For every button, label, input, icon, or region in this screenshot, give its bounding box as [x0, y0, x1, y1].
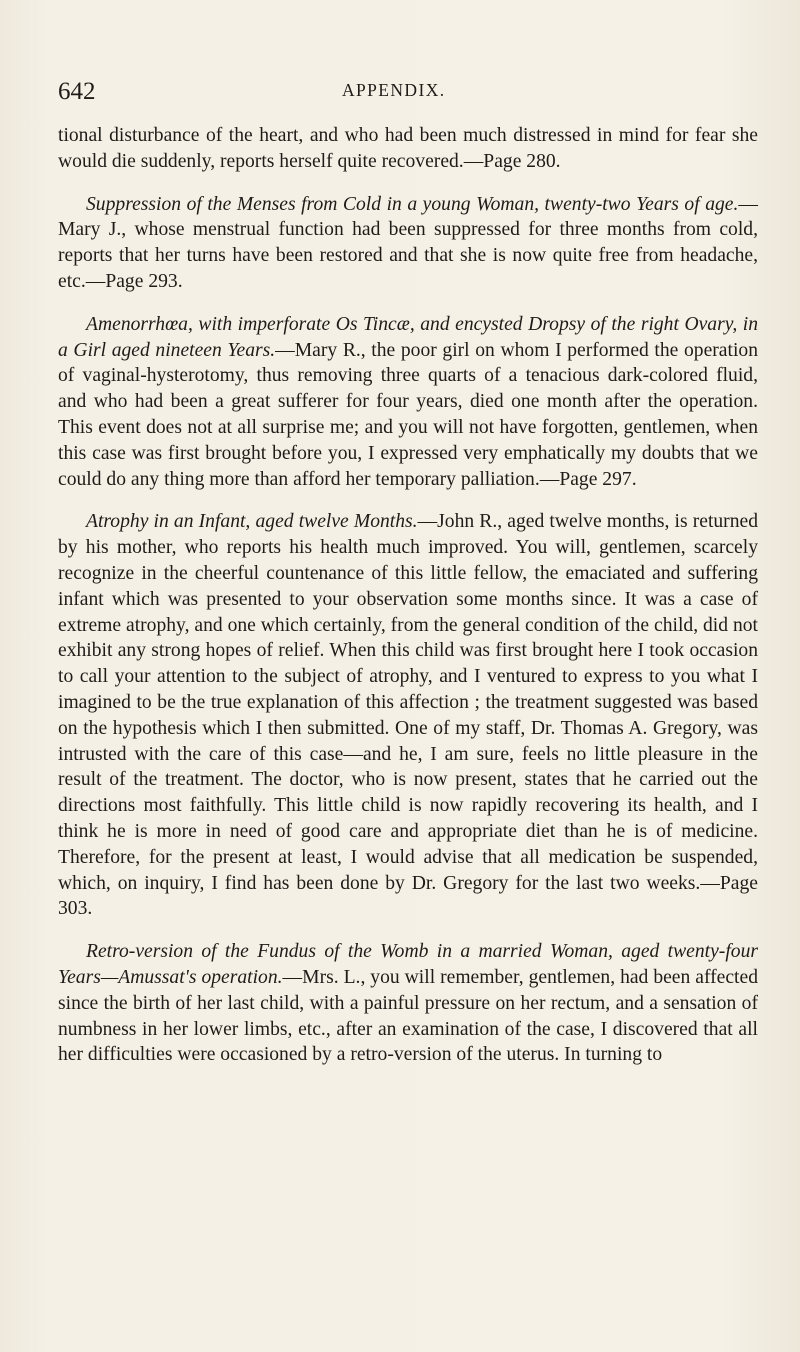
- paragraph-suppression-of-menses: [58, 192, 758, 295]
- page-body: [58, 123, 758, 1068]
- case-title: Suppression of the Menses from Cold in a young Woman, twenty-two Years of age.: [86, 193, 739, 215]
- paragraph-text: —Mrs. L., you will remember, gentlemen, had been affected since the birth of her last child, with a painful pressure on her rectum, and a sensation of numbness in her lower limbs, etc., after an examination of the case, I discovered that all her difficulties were occasioned by a retro-version of the uterus. In turning to: [58, 966, 758, 1066]
- paragraph-text: —John R., aged twelve months, is returned by his mother, who reports his health much improved. You will, gentlemen, scarcely recognize in the cheerful countenance of this little fellow, the emaciated and suffering infant which was presented to your observation some months since. It was a case of extreme atrophy, and one which certainly, from the general condition of the child, did not exhibit any strong hopes of relief. When this child was first brought here I took occasion to call your attention to the subject of atrophy, and I ventured to express to you what I imagined to be the true explanation of this affection ; the treatment suggested was based on the hypothesis which I then submitted. One of my staff, Dr. Thomas A. Gregory, was intrusted with the care of this case—and he, I am sure, feels no little pleasure in the result of the treatment. The doctor, who is now present, states that he carried out the directions most faithfully. This little child is now rapidly recovering its health, and I think he is more in need of good care and appropriate diet than he is of medicine. Therefore, for the present at least, I would advise that all medication be suspended, which, on inquiry, I find has been done by Dr. Gregory for the last two weeks.—Page 303.: [58, 511, 759, 920]
- paragraph-text: —Mary R., the poor girl on whom I performed the operation of vaginal-hysterotomy, thus removing three quarts of a tenacious dark-colored fluid, and who had been a great sufferer for four years, died one month after the operation. This event does not at all surprise me; and you will not have forgotten, gentlemen, when this case was first brought before you, I expressed very emphatically my doubts that we could do any thing more than afford her temporary palliation.—Page 297.: [58, 339, 758, 490]
- paragraph-text: —Mary J., whose menstrual function had been suppressed for three months from cold, reports that her turns have been restored and that she is now quite free from headache, etc.—Page 293.: [58, 193, 758, 292]
- paragraph-retro-version: [58, 939, 758, 1068]
- paragraph-continuation: [58, 123, 758, 175]
- page-number: 642: [58, 78, 96, 105]
- case-title: Amenorrhœa, with imperforate Os Tincæ, and encysted Dropsy of the right Ovary, in a Girl aged nineteen Years.: [58, 313, 758, 361]
- paragraph-amenorrhoea: [58, 312, 758, 493]
- paragraph-atrophy-in-infant: [58, 509, 758, 922]
- case-title: Atrophy in an Infant, aged twelve Months.: [86, 511, 418, 533]
- case-title: Retro-version of the Fundus of the Womb in a married Woman, aged twenty-four Years—Amussat's operation.: [58, 941, 758, 988]
- running-head: APPENDIX.: [342, 80, 446, 100]
- paragraph-text: tional disturbance of the heart, and who had been much distressed in mind for fear she would die suddenly, reports herself quite recovered.—Page 280.: [58, 125, 758, 172]
- page-header: [58, 78, 758, 108]
